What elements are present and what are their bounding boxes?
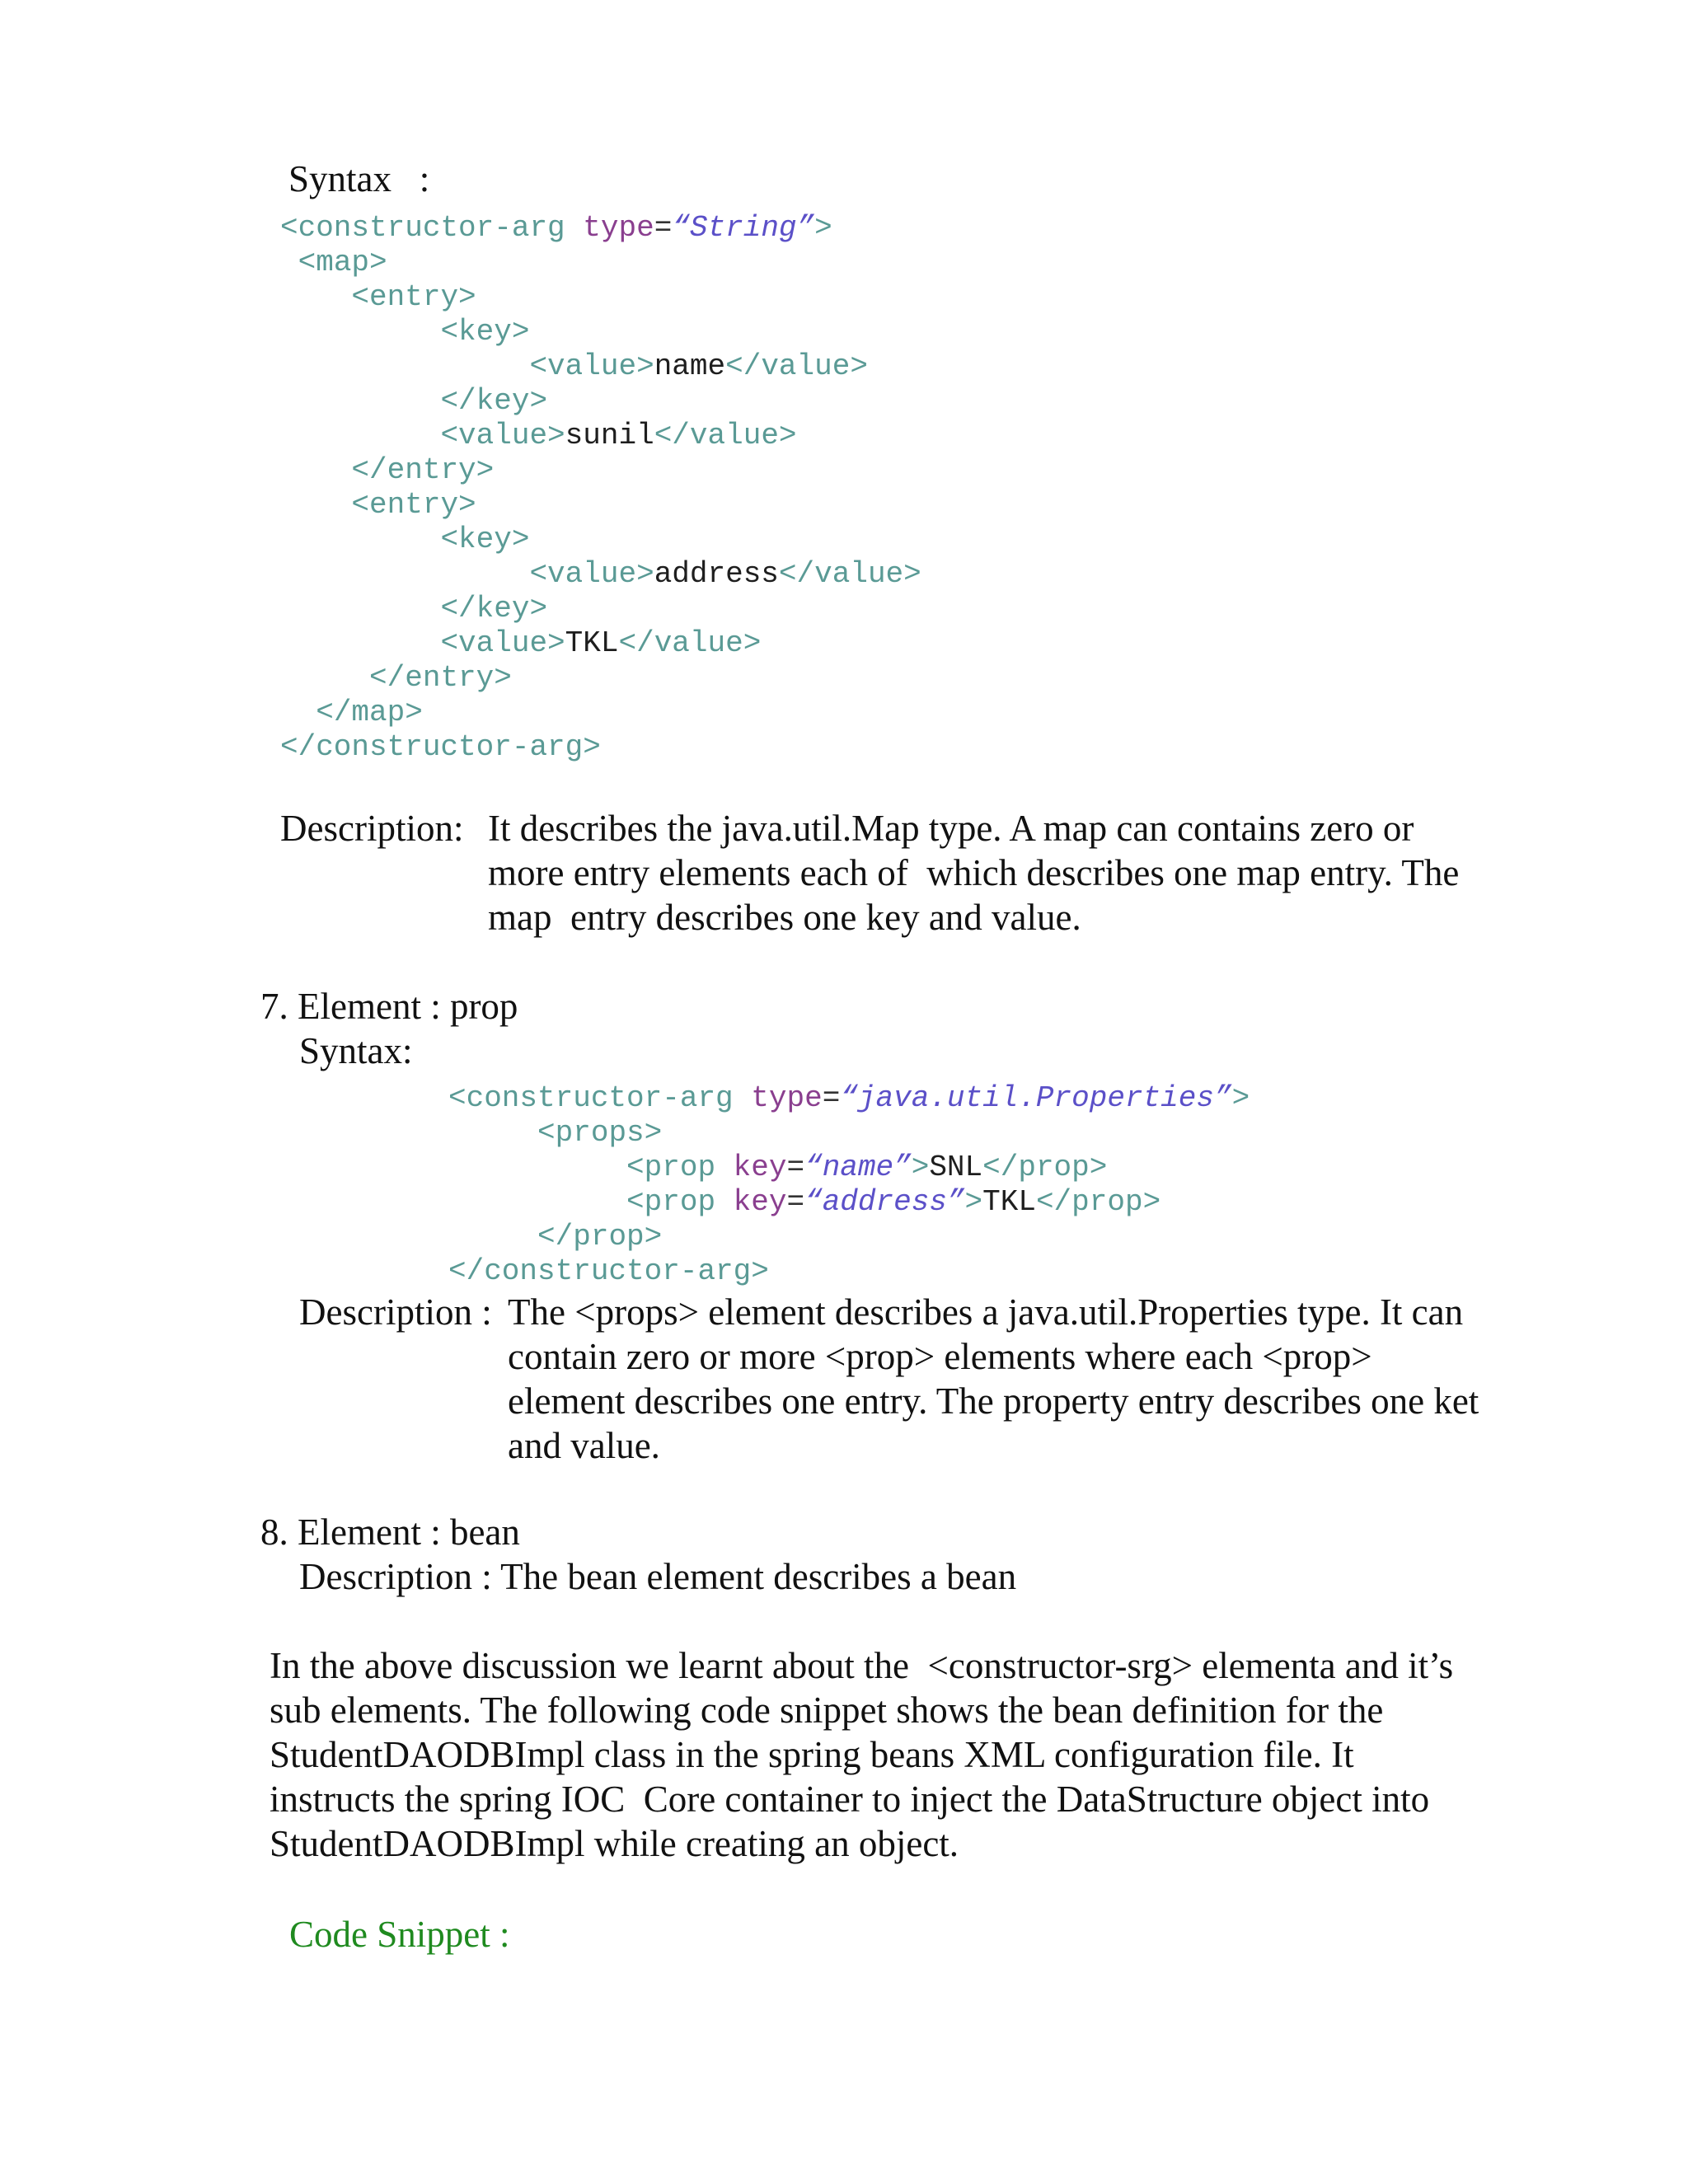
code-token: key <box>733 1151 787 1184</box>
code-line <box>280 384 921 419</box>
code-token: key <box>733 1185 787 1219</box>
code-token: <map> <box>298 246 387 279</box>
description-line: map entry describes one key and value. <box>488 897 1081 938</box>
code-line <box>280 419 921 453</box>
code-token: <key> <box>440 315 530 349</box>
code-token: “java.util.Properties” <box>840 1081 1232 1115</box>
code-line <box>280 696 921 730</box>
code-line <box>280 488 921 523</box>
bean-description: Description : The bean element describes a bean <box>299 1556 1017 1597</box>
description-line: contain zero or more <prop> elements where each <prop> <box>508 1336 1372 1377</box>
code-token: </value> <box>654 419 797 452</box>
code-token: TKL <box>982 1185 1036 1219</box>
code-token: name <box>654 349 726 383</box>
syntax-heading: Syntax : <box>288 158 430 199</box>
code-line <box>280 626 921 661</box>
code-token: > <box>911 1151 930 1184</box>
paragraph-line: In the above discussion we learnt about the <constructor-srg> elementa and it’s <box>270 1645 1454 1686</box>
code-token: </value> <box>778 557 921 591</box>
prop-syntax-label: Syntax: <box>299 1030 413 1071</box>
props-description-label: Description : <box>299 1291 492 1333</box>
paragraph-line: sub elements. The following code snippet shows the bean definition for the <box>270 1690 1384 1731</box>
discussion-paragraph <box>270 1643 1453 1866</box>
code-token: <value> <box>440 419 565 452</box>
paragraph-line: StudentDAODBImpl while creating an object. <box>270 1823 959 1864</box>
description-line: The <props> element describes a java.util.Properties type. It can <box>508 1291 1464 1333</box>
code-line <box>280 246 921 280</box>
code-line <box>448 1185 1250 1220</box>
code-token: <entry> <box>351 280 476 314</box>
code-token: = <box>822 1081 841 1115</box>
code-token: = <box>786 1185 805 1219</box>
code-token: </value> <box>725 349 868 383</box>
code-line <box>280 592 921 626</box>
code-line <box>448 1151 1250 1185</box>
code-token: <prop <box>626 1151 734 1184</box>
code-token: </prop> <box>1035 1185 1161 1219</box>
code-line <box>280 557 921 592</box>
code-line <box>448 1081 1250 1116</box>
code-line <box>448 1254 1250 1289</box>
map-description-label: Description: <box>280 808 464 849</box>
code-token: </constructor-arg> <box>448 1254 769 1288</box>
code-line <box>280 453 921 488</box>
code-token: address <box>654 557 779 591</box>
code-token: <entry> <box>351 488 476 522</box>
code-token: “String” <box>672 211 815 245</box>
code-token: </entry> <box>369 661 512 695</box>
description-line: It describes the java.util.Map type. A map can contains zero or <box>488 808 1414 849</box>
code-token: SNL <box>929 1151 983 1184</box>
code-token: <key> <box>440 523 530 556</box>
code-token: TKL <box>565 626 619 660</box>
code-token: <constructor-arg <box>448 1081 752 1115</box>
code-token: type <box>583 211 654 245</box>
code-token: <prop <box>626 1185 734 1219</box>
code-token: = <box>654 211 673 245</box>
code-token: <value> <box>529 557 654 591</box>
code-line <box>280 211 921 246</box>
code-line <box>280 280 921 315</box>
description-line: and value. <box>508 1425 660 1466</box>
description-line: more entry elements each of which describes one map entry. The <box>488 852 1460 893</box>
code-line <box>280 730 921 765</box>
description-line: element describes one entry. The property entry describes one ket <box>508 1380 1479 1422</box>
code-token: <value> <box>529 349 654 383</box>
code-token: “name” <box>804 1151 912 1184</box>
paragraph-line: instructs the spring IOC Core container to inject the DataStructure object into <box>270 1779 1430 1820</box>
code-token: </entry> <box>351 453 495 487</box>
paragraph-line: StudentDAODBImpl class in the spring beans XML configuration file. It <box>270 1734 1354 1775</box>
code-line <box>280 315 921 349</box>
element-bean-heading: 8. Element : bean <box>260 1511 520 1553</box>
code-token: > <box>814 211 832 245</box>
code-token: sunil <box>565 419 654 452</box>
code-line <box>448 1220 1250 1254</box>
code-token: <constructor-arg <box>280 211 584 245</box>
code-token: </prop> <box>982 1151 1108 1184</box>
code-token: </value> <box>618 626 762 660</box>
code-token: > <box>1231 1081 1250 1115</box>
code-token: “address” <box>804 1185 965 1219</box>
code-line <box>280 661 921 696</box>
element-prop-heading: 7. Element : prop <box>260 986 518 1027</box>
code-token: > <box>964 1185 983 1219</box>
code-token: type <box>751 1081 823 1115</box>
map-code-block <box>280 211 921 765</box>
props-code-block <box>448 1081 1250 1289</box>
props-description-text <box>508 1290 1479 1468</box>
code-token: </key> <box>440 384 548 418</box>
code-token: = <box>786 1151 805 1184</box>
code-token: </key> <box>440 592 548 626</box>
code-line <box>448 1116 1250 1151</box>
code-token: </map> <box>316 696 423 729</box>
code-token: <value> <box>440 626 565 660</box>
map-description-text <box>488 806 1459 940</box>
code-snippet-label: Code Snippet : <box>289 1914 510 1955</box>
code-line <box>280 349 921 384</box>
code-token: </prop> <box>537 1220 663 1254</box>
code-token: </constructor-arg> <box>280 730 601 764</box>
code-line <box>280 523 921 557</box>
code-token: <props> <box>537 1116 663 1150</box>
